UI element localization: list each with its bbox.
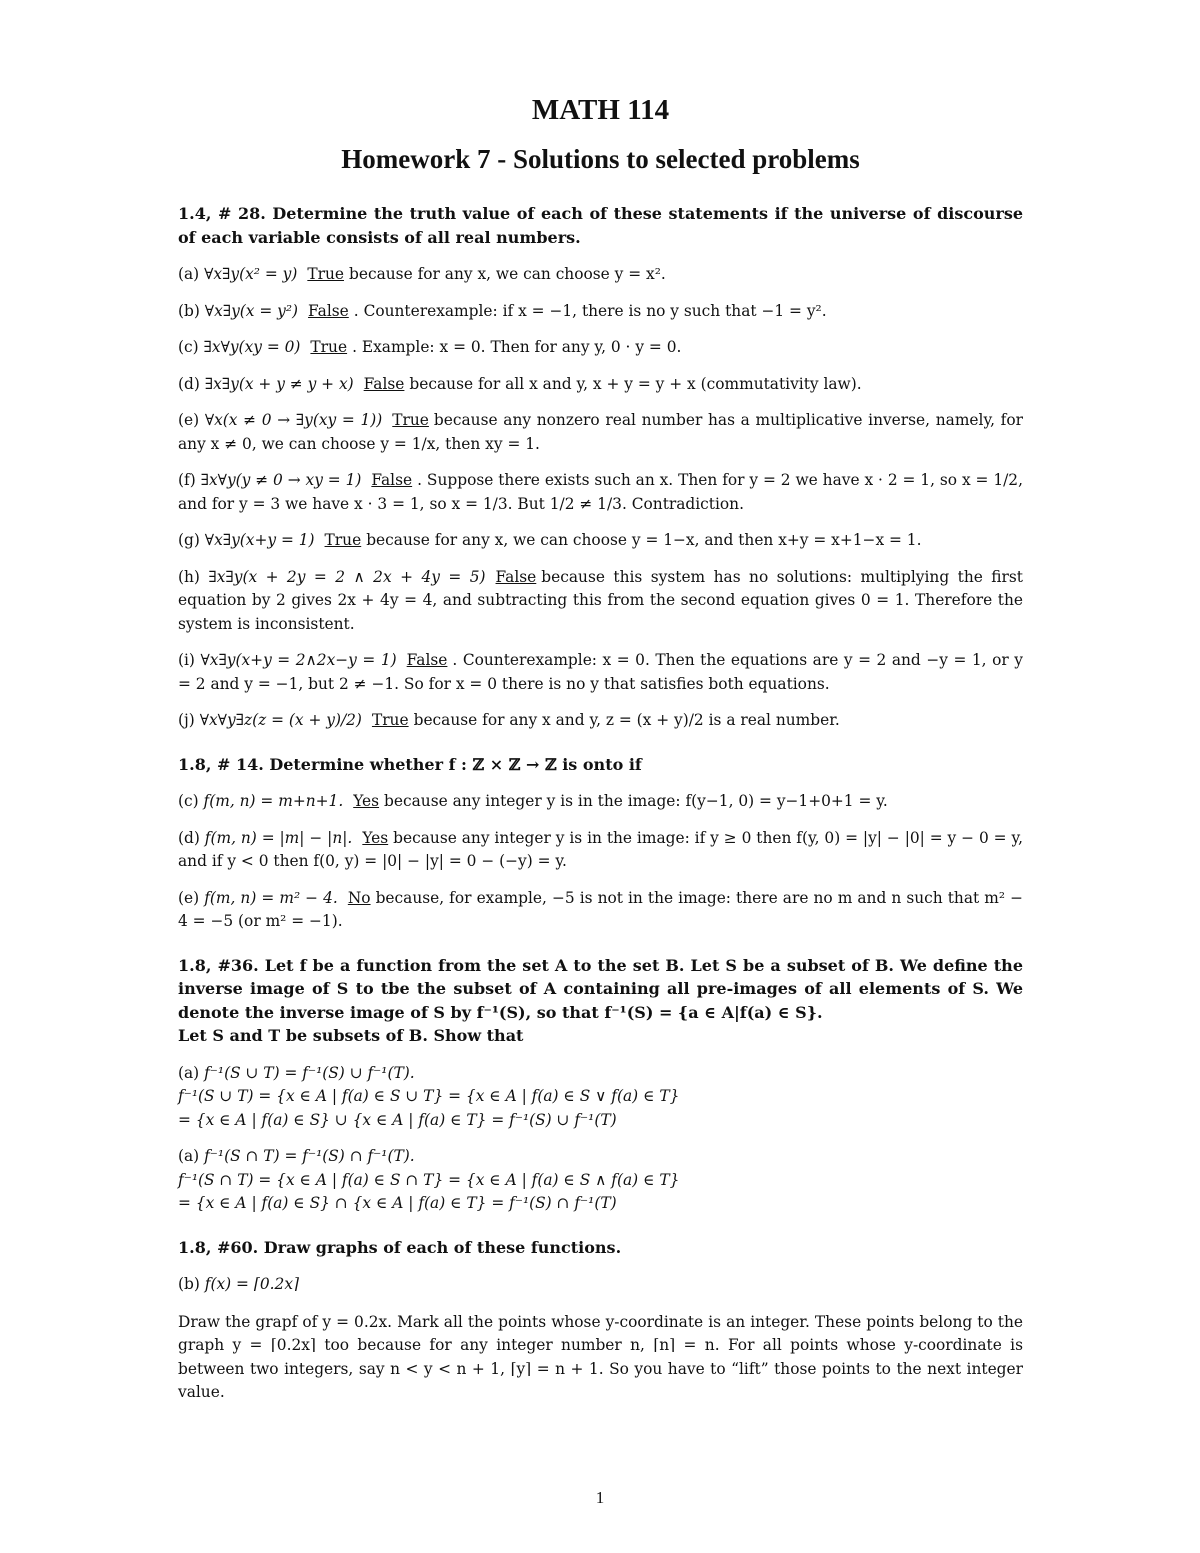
proof-statement — [178, 1062, 1023, 1086]
item-statement: f(x) = ⌈0.2x⌉ — [204, 1275, 300, 1293]
item-explanation: because for any x, we can choose y = x². — [349, 265, 666, 283]
item-verdict: No — [347, 888, 371, 907]
item-explanation: because for all x and y, x + y = y + x (commutativity law). — [409, 374, 862, 393]
item-statement: ∃x∀y(y ≠ 0 → xy = 1) — [200, 471, 362, 489]
item-statement: ∀x∃y(x² = y) — [204, 265, 298, 283]
document-page — [178, 92, 1023, 1405]
item-verdict: False — [495, 567, 537, 586]
page-number: 1 — [595, 1488, 605, 1507]
item-statement: ∀x(x ≠ 0 → ∃y(xy = 1)) — [204, 411, 383, 429]
proof-part — [178, 1062, 1023, 1133]
item-statement: f⁻¹(S ∪ T) = f⁻¹(S) ∪ f⁻¹(T). — [204, 1063, 415, 1082]
item-statement: ∀x∃y(x+y = 1) — [204, 531, 315, 549]
list-item — [178, 887, 1023, 934]
item-verdict: True — [307, 265, 344, 283]
item-label: (d) — [178, 374, 200, 393]
item-statement: ∀x∃y(x = y²) — [204, 301, 299, 320]
item-label: (i) — [178, 651, 195, 669]
item-statement: ∀x∀y∃z(z = (x + y)/2) — [199, 711, 362, 729]
item-verdict: False — [406, 651, 448, 669]
list-item — [178, 827, 1023, 874]
item-label: (e) — [178, 411, 200, 429]
problem-items — [178, 263, 1023, 733]
problem-header: 1.8, #36. Let f be a function from the set A to the set B. Let S be a subset of B. We define the inverse image of S to tbe the subset of A containing all pre-images of all elements of S. We denote the inverse image of S by f⁻¹(S), so that f⁻¹(S) = {a ∈ A|f(a) ∈ S}. — [178, 955, 1023, 1022]
list-item — [178, 709, 1023, 733]
solution-paragraph: Draw the grapf of y = 0.2x. Mark all the points whose y-coordinate is an integer. These points belong to the graph y = ⌈0.2x⌉ too because for any integer number n, ⌈n⌉ = n. For all points whose y-coordinate is between two integers, say n < y < n + 1, ⌈y⌉ = n + 1. So you have to “lift” those points to the next integer value. — [178, 1312, 1023, 1401]
proof-line: f⁻¹(S ∩ T) = {x ∈ A | f(a) ∈ S ∩ T} = {x ∈ A | f(a) ∈ S ∧ f(a) ∈ T} — [178, 1170, 680, 1189]
item-explanation: because, for example, −5 is not in the image: there are no m and n such that m² − 4 = −5 (or m² = −1). — [178, 888, 1023, 930]
item-label: (a) — [178, 1147, 200, 1165]
list-item — [178, 373, 1023, 397]
list-item — [178, 529, 1023, 553]
item-verdict: Yes — [362, 828, 389, 847]
proof-statement — [178, 1145, 1023, 1169]
item-label: (b) — [178, 1275, 200, 1293]
item-verdict: True — [392, 411, 429, 429]
document-subtitle: Homework 7 - Solutions to selected problems — [341, 144, 860, 174]
item-statement: ∃x∃y(x + y ≠ y + x) — [204, 374, 354, 393]
proof-line: f⁻¹(S ∪ T) = {x ∈ A | f(a) ∈ S ∪ T} = {x ∈ A | f(a) ∈ S ∨ f(a) ∈ T} — [178, 1087, 680, 1105]
item-verdict: Yes — [353, 792, 380, 810]
list-item — [178, 649, 1023, 696]
item-verdict: True — [371, 711, 409, 729]
item-explanation: because any nonzero real number has a multiplicative inverse, namely, for any x ≠ 0, we can choose y = 1/x, then xy = 1. — [178, 411, 1023, 453]
item-statement: ∀x∃y(x+y = 2∧2x−y = 1) — [200, 651, 397, 669]
item-statement: ∃x∀y(xy = 0) — [203, 338, 301, 356]
list-item — [178, 263, 1023, 287]
item-statement: ∃x∃y(x + 2y = 2 ∧ 2x + 4y = 5) — [208, 567, 486, 586]
item-statement: f(m, n) = m² − 4. — [204, 888, 338, 907]
item-statement: f(m, n) = |m| − |n|. — [204, 828, 353, 847]
list-item — [178, 790, 1023, 814]
item-explanation: because this system has no solutions: multiplying the first equation by 2 gives 2x + 4y = 4, and subtracting this from the second equation gives 0 = 1. Therefore the system is inconsistent. — [178, 567, 1023, 633]
item-label: (d) — [178, 828, 200, 847]
problem-header: 1.8, #60. Draw graphs of each of these functions. — [178, 1237, 622, 1257]
item-explanation: . Suppose there exists such an x. Then for y = 2 we have x · 2 = 1, so x = 1/2, and for y = 3 we have x · 3 = 1, so x = 1/3. But 1/2 ≠ 1/3. Contradiction. — [178, 471, 1023, 513]
item-verdict: True — [324, 531, 362, 549]
problem-parts — [178, 1062, 1023, 1216]
list-item — [178, 469, 1023, 516]
item-label: (g) — [178, 531, 200, 549]
item-statement: f⁻¹(S ∩ T) = f⁻¹(S) ∩ f⁻¹(T). — [204, 1147, 415, 1165]
list-item — [178, 409, 1023, 456]
list-item — [178, 336, 1023, 360]
proof-line: = {x ∈ A | f(a) ∈ S} ∩ {x ∈ A | f(a) ∈ T} = f⁻¹(S) ∩ f⁻¹(T) — [178, 1194, 617, 1212]
item-label: (e) — [178, 888, 200, 907]
proof-line: = {x ∈ A | f(a) ∈ S} ∪ {x ∈ A | f(a) ∈ T} = f⁻¹(S) ∪ f⁻¹(T) — [178, 1110, 617, 1129]
item-explanation: . Counterexample: x = 0. Then the equations are y = 2 and −y = 1, or y = 2 and y = −1, but 2 ≠ −1. So for x = 0 there is no y that satisfies both equations. — [178, 651, 1023, 693]
proof-part — [178, 1145, 1023, 1216]
document-title: MATH 114 — [531, 94, 670, 126]
item-explanation: . Example: x = 0. Then for any y, 0 · y = 0. — [352, 338, 682, 356]
item-explanation: because any integer y is in the image: if y ≥ 0 then f(y, 0) = |y| − |0| = y − 0 = y, and if y < 0 then f(0, y) = |0| − |y| = 0 − (−y) = y. — [178, 828, 1023, 870]
problem-1-8-60 — [178, 1236, 1023, 1405]
item-verdict: False — [308, 301, 349, 320]
problem-header: 1.4, # 28. Determine the truth value of each of these statements if the universe of discourse of each variable consists of all real numbers. — [178, 204, 1023, 247]
item-verdict: False — [371, 471, 413, 489]
item-explanation: . Counterexample: if x = −1, there is no y such that −1 = y². — [353, 301, 827, 320]
problem-items — [178, 790, 1023, 934]
item-label: (j) — [178, 711, 195, 729]
list-item — [178, 566, 1023, 637]
list-item — [178, 1273, 1023, 1297]
problem-header: 1.8, # 14. Determine whether f : ℤ × ℤ → ℤ is onto if — [178, 754, 642, 774]
item-verdict: True — [310, 338, 348, 356]
problem-1-8-36 — [178, 954, 1023, 1216]
item-explanation: because for any x, we can choose y = 1−x, and then x+y = x+1−x = 1. — [366, 531, 922, 549]
problem-subheader: Let S and T be subsets of B. Show that — [178, 1026, 524, 1045]
item-explanation: because any integer y is in the image: f(y−1, 0) = y−1+0+1 = y. — [384, 792, 888, 810]
item-label: (c) — [178, 338, 199, 356]
item-label: (a) — [178, 1063, 200, 1082]
item-label: (b) — [178, 301, 200, 320]
item-verdict: False — [363, 374, 405, 393]
item-label: (f) — [178, 471, 196, 489]
problem-1-8-14 — [178, 753, 1023, 934]
item-label: (a) — [178, 265, 200, 283]
item-label: (h) — [178, 567, 200, 586]
item-explanation: because for any x and y, z = (x + y)/2 is a real number. — [413, 711, 840, 729]
list-item — [178, 300, 1023, 324]
problem-1-4-28 — [178, 202, 1023, 733]
item-label: (c) — [178, 792, 199, 810]
item-statement: f(m, n) = m+n+1. — [203, 792, 344, 810]
